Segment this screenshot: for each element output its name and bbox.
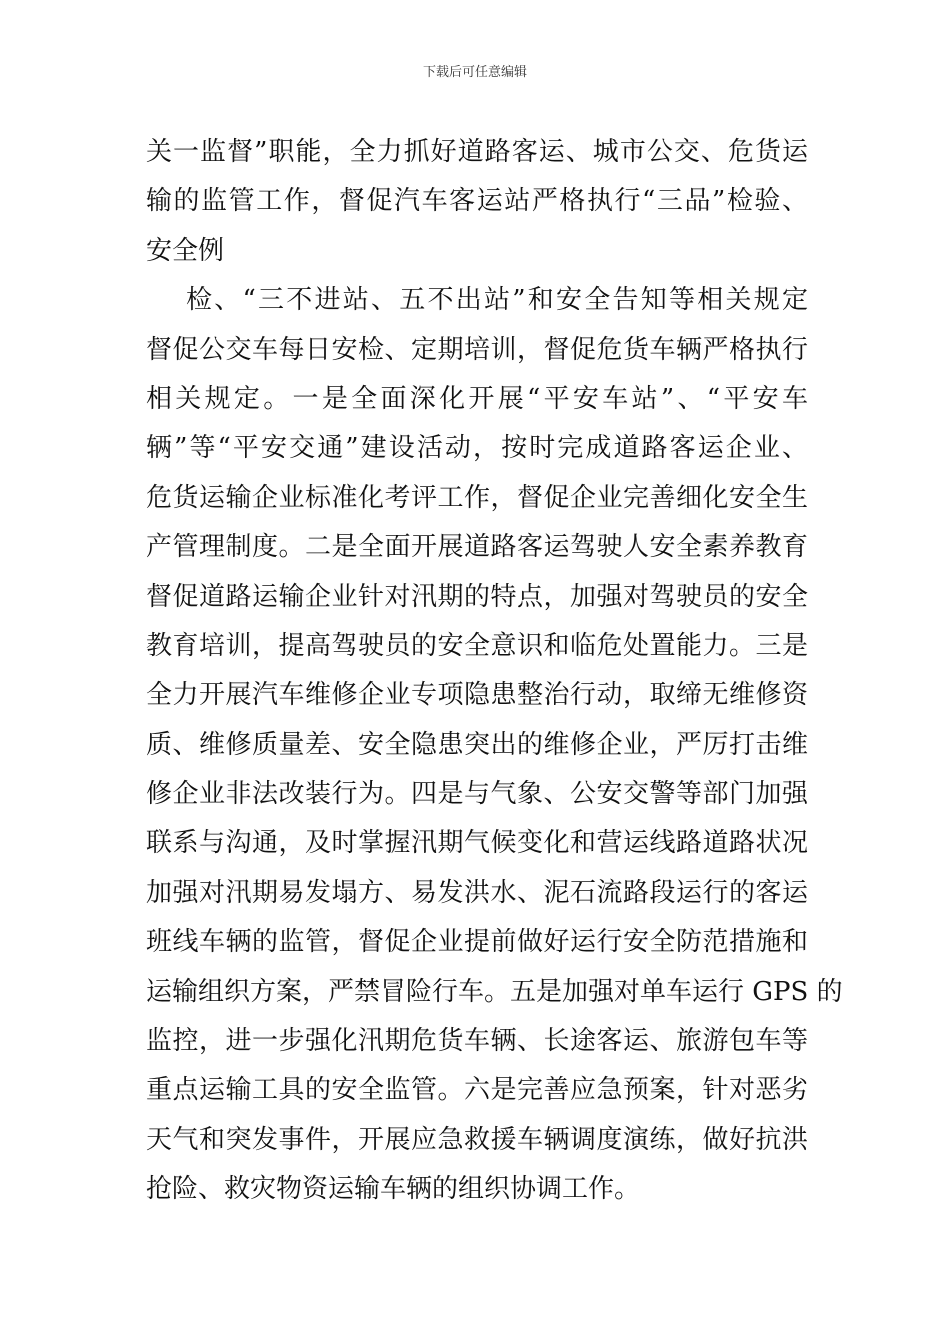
text-line-16: 加强对汛期易发塌方、易发洪水、泥石流路段运行的客运 (146, 877, 808, 908)
text-line-8: 危货运输企业标准化考评工作，督促企业完善细化安全生 (146, 482, 808, 513)
text-line-1: 关一监督”职能，全力抓好道路客运、城市公交、危货运 (146, 137, 808, 167)
body-text (146, 128, 843, 1215)
text-line-18: 运输组织方案，严禁冒险行车。五是加强对单车运行 GPS 的 (146, 976, 843, 1007)
text-line-5: 督促公交车每日安检、定期培训，督促危货车辆严格执行 (146, 334, 808, 365)
text-line-7: 辆”等“平安交通”建设活动，按时完成道路客运企业、 (146, 433, 808, 464)
text-line-15: 联系与沟通，及时掌握汛期气候变化和营运线路道路状况 (146, 828, 808, 859)
page-header-note: 下载后可任意编辑 (422, 65, 527, 80)
text-line-17: 班线车辆的监管，督促企业提前做好运行安全防范措施和 (146, 927, 808, 958)
text-line-11: 教育培训，提高驾驶员的安全意识和临危处置能力。三是 (146, 630, 808, 661)
text-line-20: 重点运输工具的安全监管。六是完善应急预案，针对恶劣 (146, 1075, 808, 1106)
text-line-21: 天气和突发事件，开展应急救援车辆调度演练，做好抗洪 (146, 1124, 808, 1155)
text-line-9: 产管理制度。二是全面开展道路客运驾驶人安全素养教育 (146, 532, 808, 563)
text-line-10: 督促道路运输企业针对汛期的特点，加强对驾驶员的安全 (146, 581, 808, 612)
text-line-14: 修企业非法改装行为。四是与气象、公安交警等部门加强 (146, 779, 808, 810)
text-line-22: 抢险、救灾物资运输车辆的组织协调工作。 (146, 1174, 641, 1205)
text-line-4: 检、“三不进站、五不出站”和安全告知等相关规定 (186, 285, 808, 316)
text-line-12: 全力开展汽车维修企业专项隐患整治行动，取缔无维修资 (146, 680, 808, 711)
text-line-19: 监控，进一步强化汛期危货车辆、长途客运、旅游包车等 (146, 1026, 808, 1057)
text-line-6: 相关规定。一是全面深化开展“平安车站”、“平安车 (146, 383, 808, 414)
text-line-2: 输的监管工作，督促汽车客运站严格执行“三品”检验、 (146, 186, 808, 217)
text-line-13: 质、维修质量差、安全隐患突出的维修企业，严厉打击维 (146, 729, 808, 760)
text-line-3: 安全例 (146, 235, 225, 266)
